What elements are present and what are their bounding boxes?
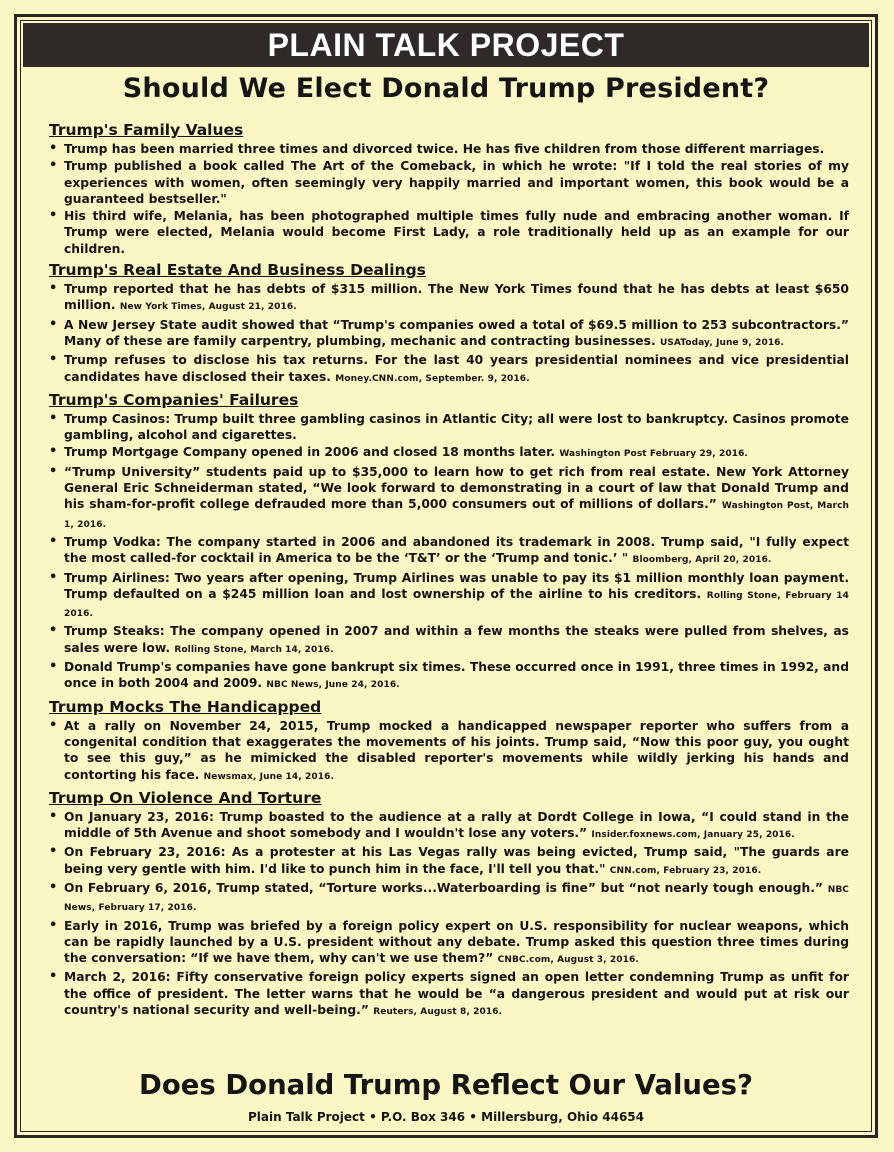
list-item — [47, 158, 849, 207]
list-item — [47, 809, 849, 844]
list-item — [47, 208, 849, 257]
section-list-family-values — [47, 141, 849, 257]
item-text: Trump Casinos: Trump built three gambling casinos in Atlantic City; all were lost to bankruptcy. Casinos promote gambling, alcohol and cigarettes. — [64, 411, 849, 443]
list-item — [47, 281, 849, 316]
list-item — [47, 844, 849, 879]
item-text: Trump published a book called The Art of the Comeback, in which he wrote: "If I told the real stories of my experiences with women, often seemingly very happily married and important women, this book would be a guaranteed bestseller." — [64, 159, 849, 206]
list-item — [47, 534, 849, 569]
item-text: Trump Airlines: Two years after opening, Trump Airlines was unable to pay its $1 million monthly loan payment. Trump defaulted on a $245 million loan and lost ownership of the airline to his creditors. — [64, 570, 849, 601]
item-text: March 2, 2016: Fifty conservative foreign policy experts signed an open letter condemning Trump as unfit for the office of president. The letter warns that he would be “a dangerous president and would put at risk our country's national security and well-being.” — [64, 970, 849, 1018]
citation: NBC News, February 17, 2016. — [64, 884, 850, 914]
citation: Insider.foxnews.com, January 25, 2016. — [591, 830, 795, 841]
flyer-content — [47, 117, 849, 1021]
item-text: A New Jersey State audit showed that “Trump's companies owed a total of $69.5 million to 253 subcontractors.” Many of these are family carpentry, plumbing, mechanic and contracting businesses. — [64, 317, 849, 348]
list-item — [47, 718, 849, 785]
citation: Rolling Stone, February 14 2016. — [64, 590, 849, 620]
list-item — [47, 141, 849, 157]
item-text: His third wife, Melania, has been photographed multiple times fully nude and embracing another woman. If Trump were elected, Melania would become First Lady, a role traditionally held up as an example for our children. — [64, 209, 849, 256]
item-text: On February 23, 2016: As a protester at his Las Vegas rally was being evicted, Trump said, "The guards are being very gentle with him. I'd like to punch him in the face, I'll tell you that." — [64, 845, 849, 876]
item-text: Trump Steaks: The company opened in 2007 and within a few months the steaks were pulled from shelves, as sales were low. — [64, 624, 849, 655]
section-title-companies-failures: Trump's Companies' Failures — [49, 390, 299, 409]
item-text: “Trump University” students paid up to $35,000 to learn how to get rich from real estate. New York Attorney General Eric Schneiderman stated, “We look forward to demonstrating in a court of law that Donald Trump and his sham-for-profit college defrauded more than 5,000 consumers out of millions of dollars.” — [64, 464, 849, 512]
citation: Rolling Stone, March 14, 2016. — [174, 644, 334, 655]
flyer-page — [14, 14, 878, 1138]
citation: Money.CNN.com, September. 9, 2016. — [335, 373, 530, 384]
citation: Reuters, August 8, 2016. — [373, 1007, 503, 1018]
citation: Washington Post, March 1, 2016. — [64, 501, 850, 530]
list-item — [47, 623, 849, 658]
item-text: On January 23, 2016: Trump boasted to the audience at a rally at Dordt College in Iowa, “I could stand in the middle of 5th Avenue and shoot somebody and I wouldn't lose any voters.” — [64, 809, 849, 841]
section-list-real-estate — [47, 281, 849, 387]
headline: Should We Elect Donald Trump President? — [122, 73, 770, 104]
list-item — [47, 570, 849, 623]
item-text: Trump Mortgage Company opened in 2006 and closed 18 months later. — [64, 445, 556, 460]
list-item — [47, 464, 849, 533]
item-text: Trump has been married three times and divorced twice. He has five children from those different marriages. — [64, 142, 825, 156]
citation: USAToday, June 9, 2016. — [659, 337, 785, 348]
section-title-real-estate: Trump's Real Estate And Business Dealings — [49, 261, 426, 280]
item-text: Trump refuses to disclose his tax returns. For the last 40 years presidential nominees and vice presidential candidates have disclosed their taxes. — [64, 353, 849, 384]
item-text: At a rally on November 24, 2015, Trump mocked a handicapped newspaper reporter who suffers from a congenital condition that exaggerates the movements of his joints. Trump said, “Now this poor guy, you ought to see this guy,” as he mimicked the disabled reporter's movements while wildly jerking his hands and contorting his face. — [64, 718, 849, 782]
list-item — [47, 659, 849, 694]
item-text: Early in 2016, Trump was briefed by a foreign policy expert on U.S. responsibility for nuclear weapons, which can be rapidly launched by a U.S. president without any debate. Trump asked this question three times during the conversation: “If we have them, why can't we use them?” — [64, 918, 849, 966]
item-text: On February 6, 2016, Trump stated, “Torture works...Waterboarding is fine” but “not nearly tough enough.” — [64, 880, 823, 895]
citation: Washington Post February 29, 2016. — [559, 449, 748, 460]
section-list-companies-failures — [47, 411, 849, 694]
mailing-address: Plain Talk Project • P.O. Box 346 • Millersburg, Ohio 44654 — [247, 1110, 645, 1124]
section-list-violence-torture — [47, 809, 849, 1021]
section-title-family-values: Trump's Family Values — [49, 121, 244, 139]
banner-title: PLAIN TALK PROJECT — [23, 23, 869, 67]
list-item — [47, 918, 849, 969]
citation: CNBC.com, August 3, 2016. — [497, 955, 639, 966]
list-item — [47, 352, 849, 387]
citation: CNN.com, February 23, 2016. — [609, 865, 762, 876]
list-item — [47, 411, 849, 444]
item-text: Donald Trump's companies have gone bankrupt six times. These occurred once in 1991, three times in 1992, and once in both 2004 and 2009. — [64, 660, 849, 691]
citation: Newsmax, June 14, 2016. — [203, 771, 334, 782]
citation: NBC News, June 24, 2016. — [266, 680, 400, 691]
list-item — [47, 317, 849, 352]
list-item — [47, 969, 849, 1020]
citation: Bloomberg, April 20, 2016. — [632, 555, 772, 566]
section-title-violence-torture: Trump On Violence And Torture — [49, 788, 322, 807]
closing-question: Does Donald Trump Reflect Our Values? — [139, 1069, 753, 1101]
list-item — [47, 444, 849, 462]
list-item — [47, 880, 849, 917]
citation: New York Times, August 21, 2016. — [119, 302, 297, 313]
section-list-mocks-handicapped — [47, 718, 849, 785]
item-text: Trump Vodka: The company started in 2006 and abandoned its trademark in 2008. Trump said, "I fully expect the most called-for cocktail in America to be the ‘T&T’ or the ‘Trump and tonic.’ " — [64, 534, 849, 566]
item-text: Trump reported that he has debts of $315 million. The New York Times found that he has debts at least $650 million. — [64, 282, 849, 313]
section-title-mocks-handicapped: Trump Mocks The Handicapped — [49, 697, 322, 716]
